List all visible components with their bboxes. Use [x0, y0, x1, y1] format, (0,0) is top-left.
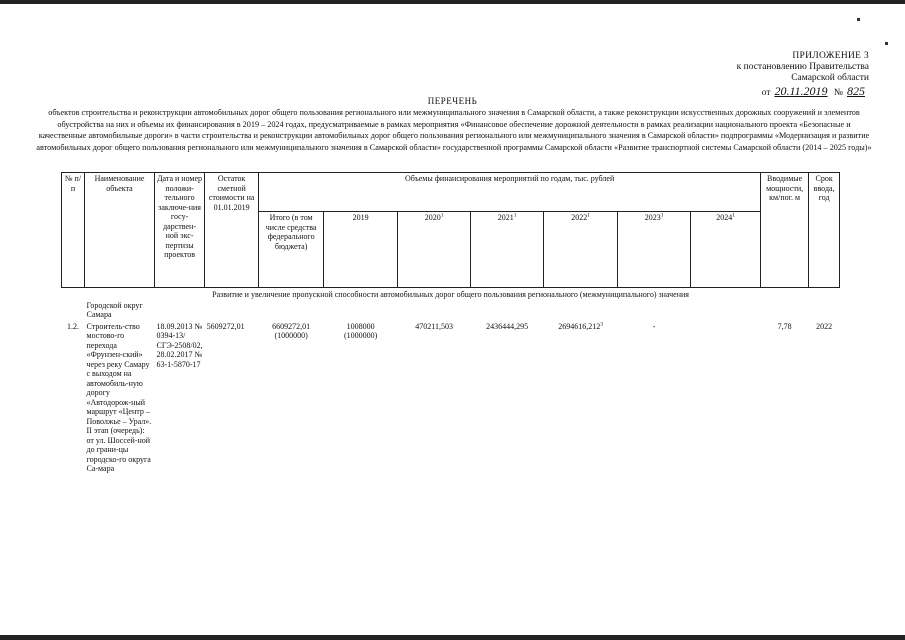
row-2019: [324, 321, 398, 475]
date-prefix: от: [761, 88, 771, 98]
col-header-2024: [691, 212, 761, 288]
year-label: 2024: [716, 213, 733, 222]
table-row: [62, 321, 840, 475]
row-total-value: 6609272,01: [272, 321, 311, 331]
row-2020: 470211,503: [415, 321, 453, 331]
document-title: ПЕРЕЧЕНЬ: [427, 96, 478, 106]
group-title: Городской округ Самара: [86, 300, 143, 319]
table-header-row: [62, 173, 840, 212]
col-header-name: Наименование объекта: [85, 173, 155, 288]
row-capacity: 7,78: [777, 321, 792, 331]
col-header-financing: Объемы финансирования мероприятий по годам, тыс. рублей: [259, 173, 761, 212]
col-header-2021: [471, 212, 544, 288]
scan-speck: [885, 42, 888, 45]
row-expertise: 18.09.2013 № 0394-13/СГЭ-2508/02, 28.02.2017 № 63-1-5870-17: [156, 321, 203, 369]
col-header-2022: [544, 212, 618, 288]
col-header-capacity: Вводимые мощности, км/пог. м: [761, 173, 809, 288]
row-2021: 2436444,295: [486, 321, 529, 331]
scan-bottom-edge: [0, 635, 905, 640]
row-total-federal: (1000000): [274, 331, 308, 340]
year-label: 2021: [497, 213, 514, 222]
handwritten-date: 20.11.2019: [774, 84, 828, 98]
col-header-2023: [618, 212, 691, 288]
section-title: Развитие и увеличение пропускной способности автомобильных дорог общего пользования регионального (межмуниципального) значения: [212, 290, 689, 299]
year-label: 2022: [571, 213, 588, 222]
appendix-title: ПРИЛОЖЕНИЕ 3: [792, 51, 869, 61]
footnote-mark: 1: [587, 212, 590, 219]
footnote-mark: 1: [440, 212, 444, 219]
number-prefix: №: [833, 88, 843, 98]
footnote-mark: 1: [513, 212, 517, 219]
scan-top-edge: [0, 0, 905, 4]
appendix-header: [737, 51, 869, 99]
row-remaining: 5609272,01: [206, 321, 245, 331]
col-header-total: Итого (в том числе средства федерального бюджета): [259, 212, 324, 288]
row-2024: [691, 321, 761, 475]
group-row: [62, 300, 840, 321]
col-header-deadline: Срок ввода, год: [809, 173, 840, 288]
financing-table: [61, 172, 840, 475]
col-header-2020: [398, 212, 471, 288]
appendix-line2: к постановлению Правительства: [736, 62, 869, 72]
col-header-remaining: Остаток сметной стоимости на 01.01.2019: [205, 173, 259, 288]
year-label: 2020: [424, 213, 441, 222]
footnote-mark: 1: [732, 212, 735, 219]
document-subtitle: объектов строительства и реконструкции автомобильных дорог общего пользования регионального или межмуниципального значения в Самарской области, а также реконструкции искусственных дорожных сооружений и элементов обустройства на них и объемы их финансирования в 2019 – 2024 годах, предусматриваемые в рамках мероприятия «Финансовое обеспечение дорожной деятельности в рамках реализации национального проекта «Безопасные и качественные автомобильные дороги» в части строительства и реконструкции автомобильных дорог общего пользования регионального или межмуниципального значения в Самарской области» подпрограммы «Модернизация и развитие автомобильных дорог общего пользования регионального или межмуниципального значения в Самарской области» государственной программы Самарской области «Развитие транспортной системы Самарской области (2014 – 2025 годы)»: [36, 108, 872, 152]
footnote-mark: 3: [600, 320, 603, 327]
col-header-num: № п/п: [62, 173, 85, 288]
row-number: 1.2.: [67, 321, 79, 331]
section-row: [62, 288, 840, 300]
footnote-mark: 1: [660, 212, 664, 219]
scan-speck: [857, 18, 860, 21]
appendix-line3: Самарской области: [791, 73, 869, 83]
row-2019-federal: (1000000): [343, 331, 378, 340]
handwritten-number: 825: [847, 84, 865, 98]
row-2022: [544, 321, 618, 475]
row-2019-value: 1008000: [346, 321, 375, 331]
row-object-name: Строитель-ство мостово-го перехода «Фрунзен-ский» через реку Самару с выходом на автомобиль-ную дорогу «Автодорож-ный маршрут «Центр – Поволжье – Урал». II этап (очередь): от ул. Шоссей-ной до грани-цы городско-го округа Са-мара: [86, 321, 152, 473]
row-deadline: 2022: [816, 321, 833, 331]
col-header-2019: 2019: [324, 212, 398, 288]
year-label: 2023: [644, 213, 661, 222]
row-2023: -: [652, 321, 656, 331]
col-header-expertise: Дата и номер положи-тельного заключе-ния госу-дарствен-ной экс-пертизы проектов: [155, 173, 205, 288]
row-total: [259, 321, 324, 475]
row-2022-value: 2694616,212: [558, 321, 601, 331]
